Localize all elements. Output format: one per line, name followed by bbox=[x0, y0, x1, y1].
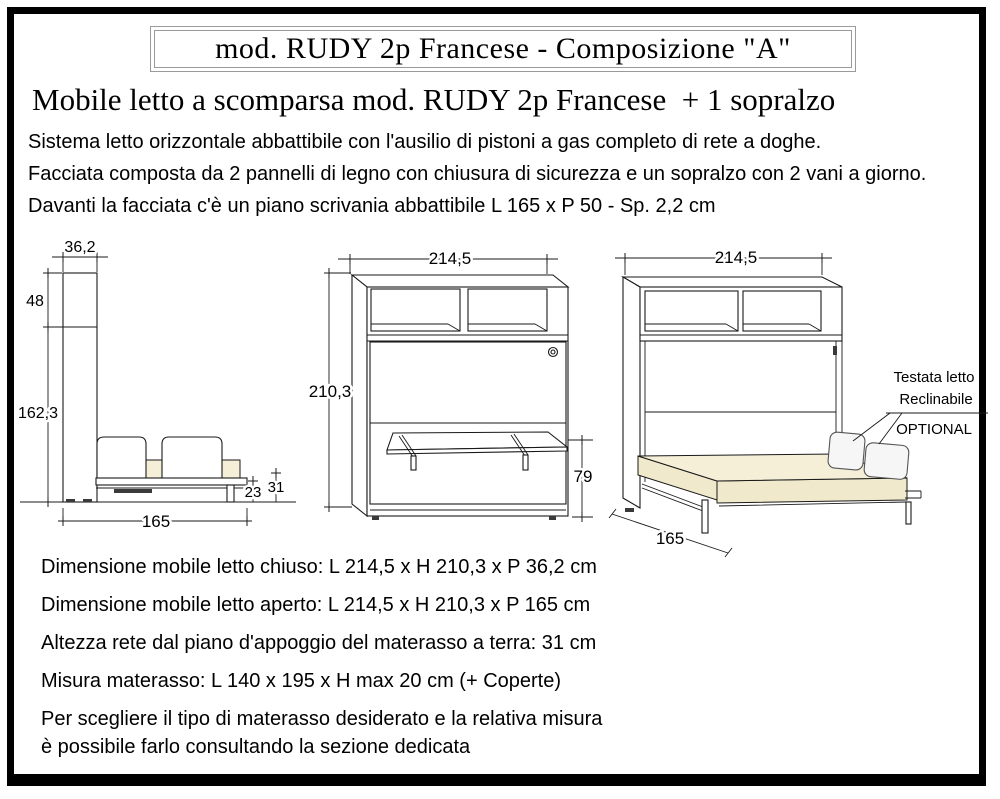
cabinet-side bbox=[63, 273, 97, 502]
description-line-3: Davanti la facciata c'è un piano scrivania abbattibile L 165 x P 50 - Sp. 2,2 cm bbox=[28, 195, 716, 217]
title-box bbox=[150, 26, 856, 72]
drawing-side-view bbox=[18, 239, 296, 531]
callout-testata-letto: Testata letto bbox=[893, 369, 975, 386]
dim-open-depth: 165 bbox=[655, 529, 685, 548]
dim-side-width: 36,2 bbox=[64, 239, 96, 256]
drawing-front-view bbox=[309, 249, 593, 522]
product-subtitle: Mobile letto a scomparsa mod. RUDY 2p Francese + 1 sopralzo bbox=[32, 82, 836, 117]
product-description bbox=[28, 126, 988, 222]
headboard-cushion-2 bbox=[864, 442, 910, 480]
dim-frame-height: 23 bbox=[244, 484, 262, 501]
headboard-cushion-side-2 bbox=[162, 437, 222, 478]
drawing-open-view bbox=[609, 248, 988, 557]
spec-mattress-size: Misura materasso: L 140 x 195 x H max 20 cm (+ Coperte) bbox=[41, 670, 562, 692]
spec-mattress-note-line-2: è possibile farlo consultando la sezione dedicata bbox=[41, 736, 471, 758]
technical-drawings bbox=[0, 230, 1000, 560]
description-line-1: Sistema letto orizzontale abbattibile con l'ausilio di pistoni a gas completo di rete a doghe. bbox=[28, 131, 822, 153]
dim-side-open-depth: 165 bbox=[141, 512, 171, 531]
callout-optional: OPTIONAL bbox=[896, 421, 972, 438]
dim-rete-height: 31 bbox=[267, 479, 285, 496]
spec-mattress-note-line-1: Per scegliere il tipo di materasso desiderato e la relativa misura bbox=[41, 708, 603, 730]
cabinet-top-face bbox=[352, 275, 568, 287]
title-box-inner-frame bbox=[154, 30, 852, 68]
dim-open-width: 214,5 bbox=[714, 248, 758, 267]
open-cabinet-left-wall bbox=[623, 277, 640, 508]
dim-side-lower-height: 162,3 bbox=[17, 405, 59, 422]
open-sopralzo-front bbox=[640, 287, 842, 341]
cabinet-left-wall bbox=[352, 275, 367, 516]
callout-reclinabile: Reclinabile bbox=[899, 391, 973, 408]
desk-leg-left bbox=[411, 456, 416, 470]
dim-front-width: 214,5 bbox=[428, 249, 472, 268]
bed-leg-front bbox=[702, 500, 708, 533]
bed-leg-side bbox=[227, 485, 234, 502]
open-cabinet-top-face bbox=[623, 277, 842, 287]
description-line-2: Facciata composta da 2 pannelli di legno con chiusura di sicurezza e un sopralzo con 2 vani a giorno. bbox=[28, 163, 927, 185]
headboard-cushion-1 bbox=[827, 432, 865, 471]
folded-desk-under-bed bbox=[114, 489, 152, 493]
dim-desk-height: 79 bbox=[573, 467, 593, 486]
spec-closed-dimensions: Dimensione mobile letto chiuso: L 214,5 x H 210,3 x P 36,2 cm bbox=[41, 556, 597, 578]
lock-latch bbox=[833, 346, 837, 355]
spec-rete-height: Altezza rete dal piano d'appoggio del materasso a terra: 31 cm bbox=[41, 632, 597, 654]
mattress-front-face bbox=[717, 478, 907, 503]
desk-leg-right bbox=[523, 455, 528, 470]
bed-leg-right bbox=[906, 502, 911, 524]
bed-frame-rail bbox=[96, 478, 247, 485]
dim-front-height: 210,3 bbox=[308, 382, 352, 401]
dim-side-upper-height: 48 bbox=[26, 293, 44, 310]
spec-open-dimensions: Dimensione mobile letto aperto: L 214,5 x H 210,3 x P 165 cm bbox=[41, 594, 591, 616]
page-title: mod. RUDY 2p Francese - Composizione "A" bbox=[215, 32, 791, 65]
headboard-cushion-side-1 bbox=[97, 437, 146, 478]
